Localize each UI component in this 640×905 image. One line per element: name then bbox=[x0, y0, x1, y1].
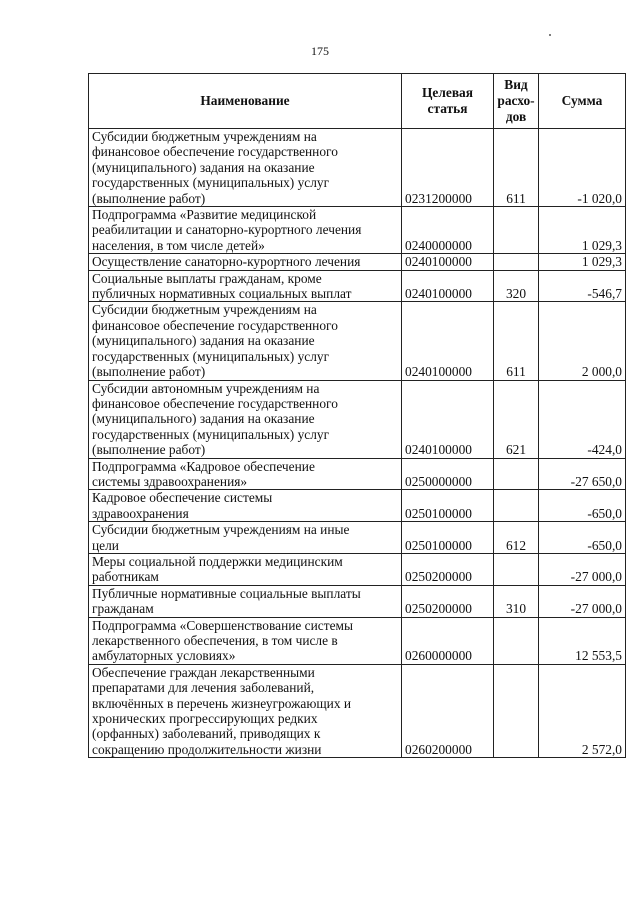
row-name-line: хронических прогрессирующих редких bbox=[92, 711, 318, 727]
row-kind: 612 bbox=[494, 522, 539, 554]
row-code: 0240100000 bbox=[402, 302, 494, 380]
header-kind bbox=[494, 74, 539, 129]
row-sum: -27 000,0 bbox=[539, 585, 626, 617]
table-row bbox=[89, 380, 626, 458]
row-name-line: здравоохранения bbox=[92, 505, 189, 521]
row-name-line: Субсидии бюджетным учреждениям на bbox=[92, 302, 317, 318]
row-name-line: государственных (муниципальных) услуг bbox=[92, 175, 330, 191]
row-name bbox=[89, 254, 402, 270]
row-sum: -650,0 bbox=[539, 522, 626, 554]
header-sum: Сумма bbox=[539, 74, 626, 129]
row-kind bbox=[494, 553, 539, 585]
row-kind: 310 bbox=[494, 585, 539, 617]
row-name bbox=[89, 380, 402, 458]
row-code: 0250200000 bbox=[402, 553, 494, 585]
header-kind-line: Вид bbox=[504, 77, 528, 92]
row-code: 0250100000 bbox=[402, 522, 494, 554]
row-name-line: Субсидии автономным учреждениям на bbox=[92, 380, 320, 396]
row-name-line: Кадровое обеспечение системы bbox=[92, 490, 273, 506]
row-kind: 621 bbox=[494, 380, 539, 458]
row-kind: 611 bbox=[494, 129, 539, 207]
row-kind bbox=[494, 458, 539, 490]
row-code: 0260200000 bbox=[402, 664, 494, 757]
header-kind-line: дов bbox=[505, 109, 527, 124]
row-name bbox=[89, 617, 402, 664]
row-name-line: Осуществление санаторно-курортного лечения bbox=[92, 254, 361, 270]
row-name bbox=[89, 129, 402, 207]
row-name-line: включённых в перечень жизнеугрожающих и bbox=[92, 695, 352, 711]
row-kind bbox=[494, 207, 539, 254]
row-sum: 12 553,5 bbox=[539, 617, 626, 664]
page-number: 175 bbox=[311, 44, 329, 58]
row-sum: 2 000,0 bbox=[539, 302, 626, 380]
row-name bbox=[89, 302, 402, 380]
row-sum: -546,7 bbox=[539, 270, 626, 302]
row-name-line: Обеспечение граждан лекарственными bbox=[92, 664, 315, 680]
budget-table bbox=[88, 73, 626, 758]
row-sum: -27 650,0 bbox=[539, 458, 626, 490]
row-sum: 2 572,0 bbox=[539, 664, 626, 757]
row-kind: 611 bbox=[494, 302, 539, 380]
row-name-line: финансовое обеспечение государственного bbox=[92, 317, 338, 333]
row-name bbox=[89, 664, 402, 757]
header-name: Наименование bbox=[89, 74, 402, 129]
row-name-line: препаратами для лечения заболеваний, bbox=[92, 680, 315, 696]
row-name-line: Субсидии бюджетным учреждениям на иные bbox=[92, 522, 350, 538]
row-sum: -650,0 bbox=[539, 490, 626, 522]
table-row bbox=[89, 522, 626, 554]
row-name-line: работникам bbox=[92, 569, 159, 585]
row-name bbox=[89, 490, 402, 522]
scan-speck bbox=[549, 34, 551, 36]
row-code: 0240100000 bbox=[402, 254, 494, 270]
row-name-line: Подпрограмма «Совершенствование системы bbox=[92, 617, 354, 633]
row-name-line: государственных (муниципальных) услуг bbox=[92, 426, 330, 442]
row-code: 0240100000 bbox=[402, 380, 494, 458]
row-code: 0250200000 bbox=[402, 585, 494, 617]
row-name-line: (выполнение работ) bbox=[92, 364, 206, 380]
table-body bbox=[89, 129, 626, 758]
row-name bbox=[89, 270, 402, 302]
row-name-line: (выполнение работ) bbox=[92, 442, 206, 458]
row-name bbox=[89, 522, 402, 554]
row-code: 0240100000 bbox=[402, 270, 494, 302]
row-name-line: (орфанных) заболеваний, приводящих к bbox=[92, 726, 321, 742]
row-kind bbox=[494, 617, 539, 664]
table-row bbox=[89, 553, 626, 585]
row-code: 0250000000 bbox=[402, 458, 494, 490]
header-kind-line: расхо- bbox=[497, 93, 535, 108]
row-name-line: реабилитации и санаторно-курортного лечения bbox=[92, 222, 362, 238]
row-code: 0240000000 bbox=[402, 207, 494, 254]
header-code bbox=[402, 74, 494, 129]
row-sum: -424,0 bbox=[539, 380, 626, 458]
row-name bbox=[89, 458, 402, 490]
row-name-line: Подпрограмма «Развитие медицинской bbox=[92, 207, 317, 223]
row-name-line: (выполнение работ) bbox=[92, 190, 206, 206]
row-name-line: финансовое обеспечение государственного bbox=[92, 395, 338, 411]
row-sum: -27 000,0 bbox=[539, 553, 626, 585]
row-name-line: гражданам bbox=[92, 601, 154, 617]
row-name-line: сокращению продолжительности жизни bbox=[92, 741, 322, 757]
table-row bbox=[89, 207, 626, 254]
table-row bbox=[89, 664, 626, 757]
row-code: 0231200000 bbox=[402, 129, 494, 207]
row-kind bbox=[494, 490, 539, 522]
row-name-line: Публичные нормативные социальные выплаты bbox=[92, 585, 361, 601]
header-code-line: статья bbox=[427, 101, 468, 116]
header-code-line: Целевая bbox=[422, 85, 473, 100]
row-name-line: Меры социальной поддержки медицинским bbox=[92, 553, 343, 569]
row-kind bbox=[494, 664, 539, 757]
table-row bbox=[89, 302, 626, 380]
row-name-line: Субсидии бюджетным учреждениям на bbox=[92, 129, 317, 144]
row-sum: -1 020,0 bbox=[539, 129, 626, 207]
row-code: 0260000000 bbox=[402, 617, 494, 664]
table-row bbox=[89, 270, 626, 302]
row-name-line: публичных нормативных социальных выплат bbox=[92, 286, 352, 302]
row-sum: 1 029,3 bbox=[539, 254, 626, 270]
row-name bbox=[89, 553, 402, 585]
table-row bbox=[89, 129, 626, 207]
row-name-line: Социальные выплаты гражданам, кроме bbox=[92, 270, 322, 286]
row-name-line: лекарственного обеспечения, в том числе в bbox=[92, 633, 338, 648]
table-row bbox=[89, 585, 626, 617]
row-name-line: (муниципального) задания на оказание bbox=[92, 411, 315, 427]
table-row bbox=[89, 254, 626, 270]
row-kind: 320 bbox=[494, 270, 539, 302]
table-row bbox=[89, 490, 626, 522]
row-name-line: цели bbox=[92, 537, 119, 553]
row-code: 0250100000 bbox=[402, 490, 494, 522]
row-sum: 1 029,3 bbox=[539, 207, 626, 254]
row-name-line: амбулаторных условиях» bbox=[92, 648, 236, 664]
row-name-line: (муниципального) задания на оказание bbox=[92, 333, 315, 349]
row-name bbox=[89, 207, 402, 254]
table-row bbox=[89, 458, 626, 490]
row-name-line: (муниципального) задания на оказание bbox=[92, 159, 315, 175]
row-kind bbox=[494, 254, 539, 270]
table-header-row bbox=[89, 74, 626, 129]
row-name-line: государственных (муниципальных) услуг bbox=[92, 348, 330, 364]
row-name-line: финансовое обеспечение государственного bbox=[92, 144, 338, 160]
row-name-line: Подпрограмма «Кадровое обеспечение bbox=[92, 458, 315, 474]
table-row bbox=[89, 617, 626, 664]
row-name bbox=[89, 585, 402, 617]
row-name-line: системы здравоохранения» bbox=[92, 473, 248, 489]
row-name-line: населения, в том числе детей» bbox=[92, 237, 265, 253]
